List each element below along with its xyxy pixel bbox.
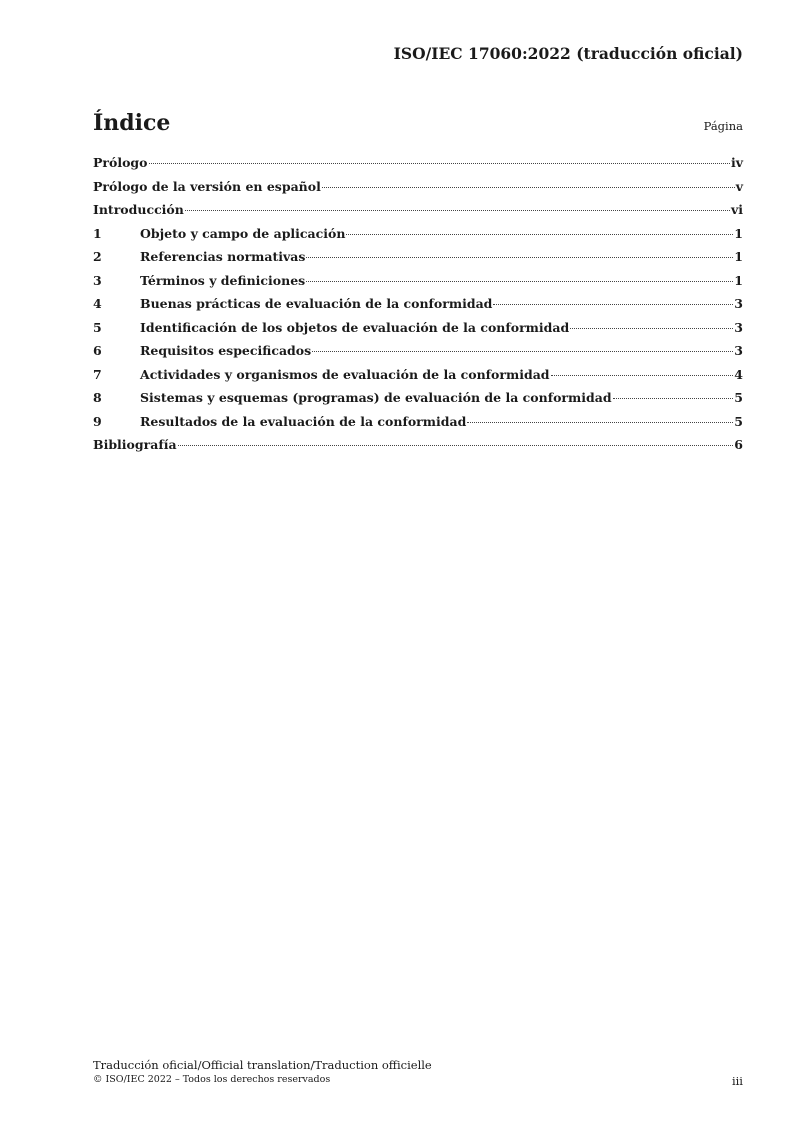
toc-entry[interactable]: [93, 320, 743, 344]
document-header: ISO/IEC 17060:2022 (traducción oficial): [393, 44, 743, 63]
toc-entry-page: 1: [734, 249, 743, 264]
toc-entry-number: 7: [93, 366, 102, 382]
toc-entry[interactable]: [93, 414, 743, 438]
toc-entry[interactable]: [93, 296, 743, 320]
toc-dot-leader: [322, 187, 735, 188]
toc-entry-page: 3: [734, 343, 743, 358]
toc-dot-leader: [149, 163, 730, 164]
toc-dot-leader: [306, 257, 733, 258]
toc-entry-page: 5: [734, 413, 743, 429]
toc-entry-title: Requisitos especificados: [140, 343, 312, 358]
page-footer: [93, 1058, 743, 1088]
toc-dot-leader: [346, 234, 733, 235]
toc-dot-leader: [312, 351, 733, 352]
toc-entry-title: Resultados de la evaluación de la conformidad: [140, 413, 467, 429]
toc-entry-page: vi: [730, 202, 743, 217]
toc-entry-page: 3: [734, 319, 743, 335]
toc-entry[interactable]: [93, 437, 743, 461]
toc-dot-leader: [493, 304, 733, 305]
toc-entry[interactable]: [93, 367, 743, 391]
toc-entry[interactable]: [93, 343, 743, 367]
toc-dot-leader: [185, 210, 730, 211]
toc-entry-title: Introducción: [93, 202, 184, 217]
toc-entry-number: 6: [93, 343, 102, 358]
toc-entry[interactable]: [93, 226, 743, 250]
toc-entry-number: 2: [93, 249, 102, 264]
toc-entry-title: Prólogo: [93, 155, 148, 170]
page-column-label: Página: [703, 119, 743, 133]
toc-entry-page: iv: [730, 155, 743, 170]
table-of-contents: [93, 155, 743, 461]
toc-entry-title: Sistemas y esquemas (programas) de evaluación de la conformidad: [140, 390, 612, 405]
toc-entry-page: 4: [734, 366, 743, 382]
toc-entry-page: 6: [734, 437, 743, 452]
toc-entry-number: 1: [93, 225, 102, 241]
toc-dot-leader: [467, 422, 733, 423]
toc-entry[interactable]: [93, 249, 743, 273]
toc-entry-title: Prólogo de la versión en español: [93, 178, 321, 194]
toc-dot-leader: [570, 328, 733, 329]
toc-entry[interactable]: [93, 155, 743, 179]
toc-entry[interactable]: [93, 179, 743, 203]
toc-dot-leader: [613, 398, 734, 399]
toc-dot-leader: [551, 375, 734, 376]
toc-entry[interactable]: [93, 390, 743, 414]
toc-entry-number: 9: [93, 413, 102, 429]
toc-entry-number: 3: [93, 272, 102, 288]
toc-entry-page: v: [735, 178, 743, 194]
toc-entry-title: Actividades y organismos de evaluación de la conformidad: [140, 366, 550, 382]
toc-heading: [93, 110, 743, 140]
toc-entry-page: 3: [734, 296, 743, 311]
toc-entry[interactable]: [93, 273, 743, 297]
page-title: Índice: [93, 110, 171, 136]
toc-entry-title: Referencias normativas: [140, 249, 306, 264]
toc-entry-title: Bibliografía: [93, 437, 177, 452]
toc-entry-title: Buenas prácticas de evaluación de la conformidad: [140, 296, 493, 311]
toc-entry-number: 4: [93, 296, 102, 311]
toc-entry[interactable]: [93, 202, 743, 226]
toc-entry-number: 5: [93, 319, 102, 335]
toc-entry-page: 1: [734, 272, 743, 288]
toc-dot-leader: [178, 445, 734, 446]
toc-entry-title: Identificación de los objetos de evaluación de la conformidad: [140, 319, 570, 335]
copyright-notice: © ISO/IEC 2022 – Todos los derechos reservados: [93, 1074, 331, 1085]
toc-entry-number: 8: [93, 390, 102, 405]
toc-entry-title: Términos y definiciones: [140, 272, 306, 288]
toc-entry-title: Objeto y campo de aplicación: [140, 225, 346, 241]
translation-note: Traducción oficial/Official translation/Traduction officielle: [93, 1058, 432, 1072]
toc-dot-leader: [306, 281, 733, 282]
toc-entry-page: 5: [734, 390, 743, 405]
page-number: iii: [731, 1074, 743, 1088]
toc-entry-page: 1: [734, 225, 743, 241]
